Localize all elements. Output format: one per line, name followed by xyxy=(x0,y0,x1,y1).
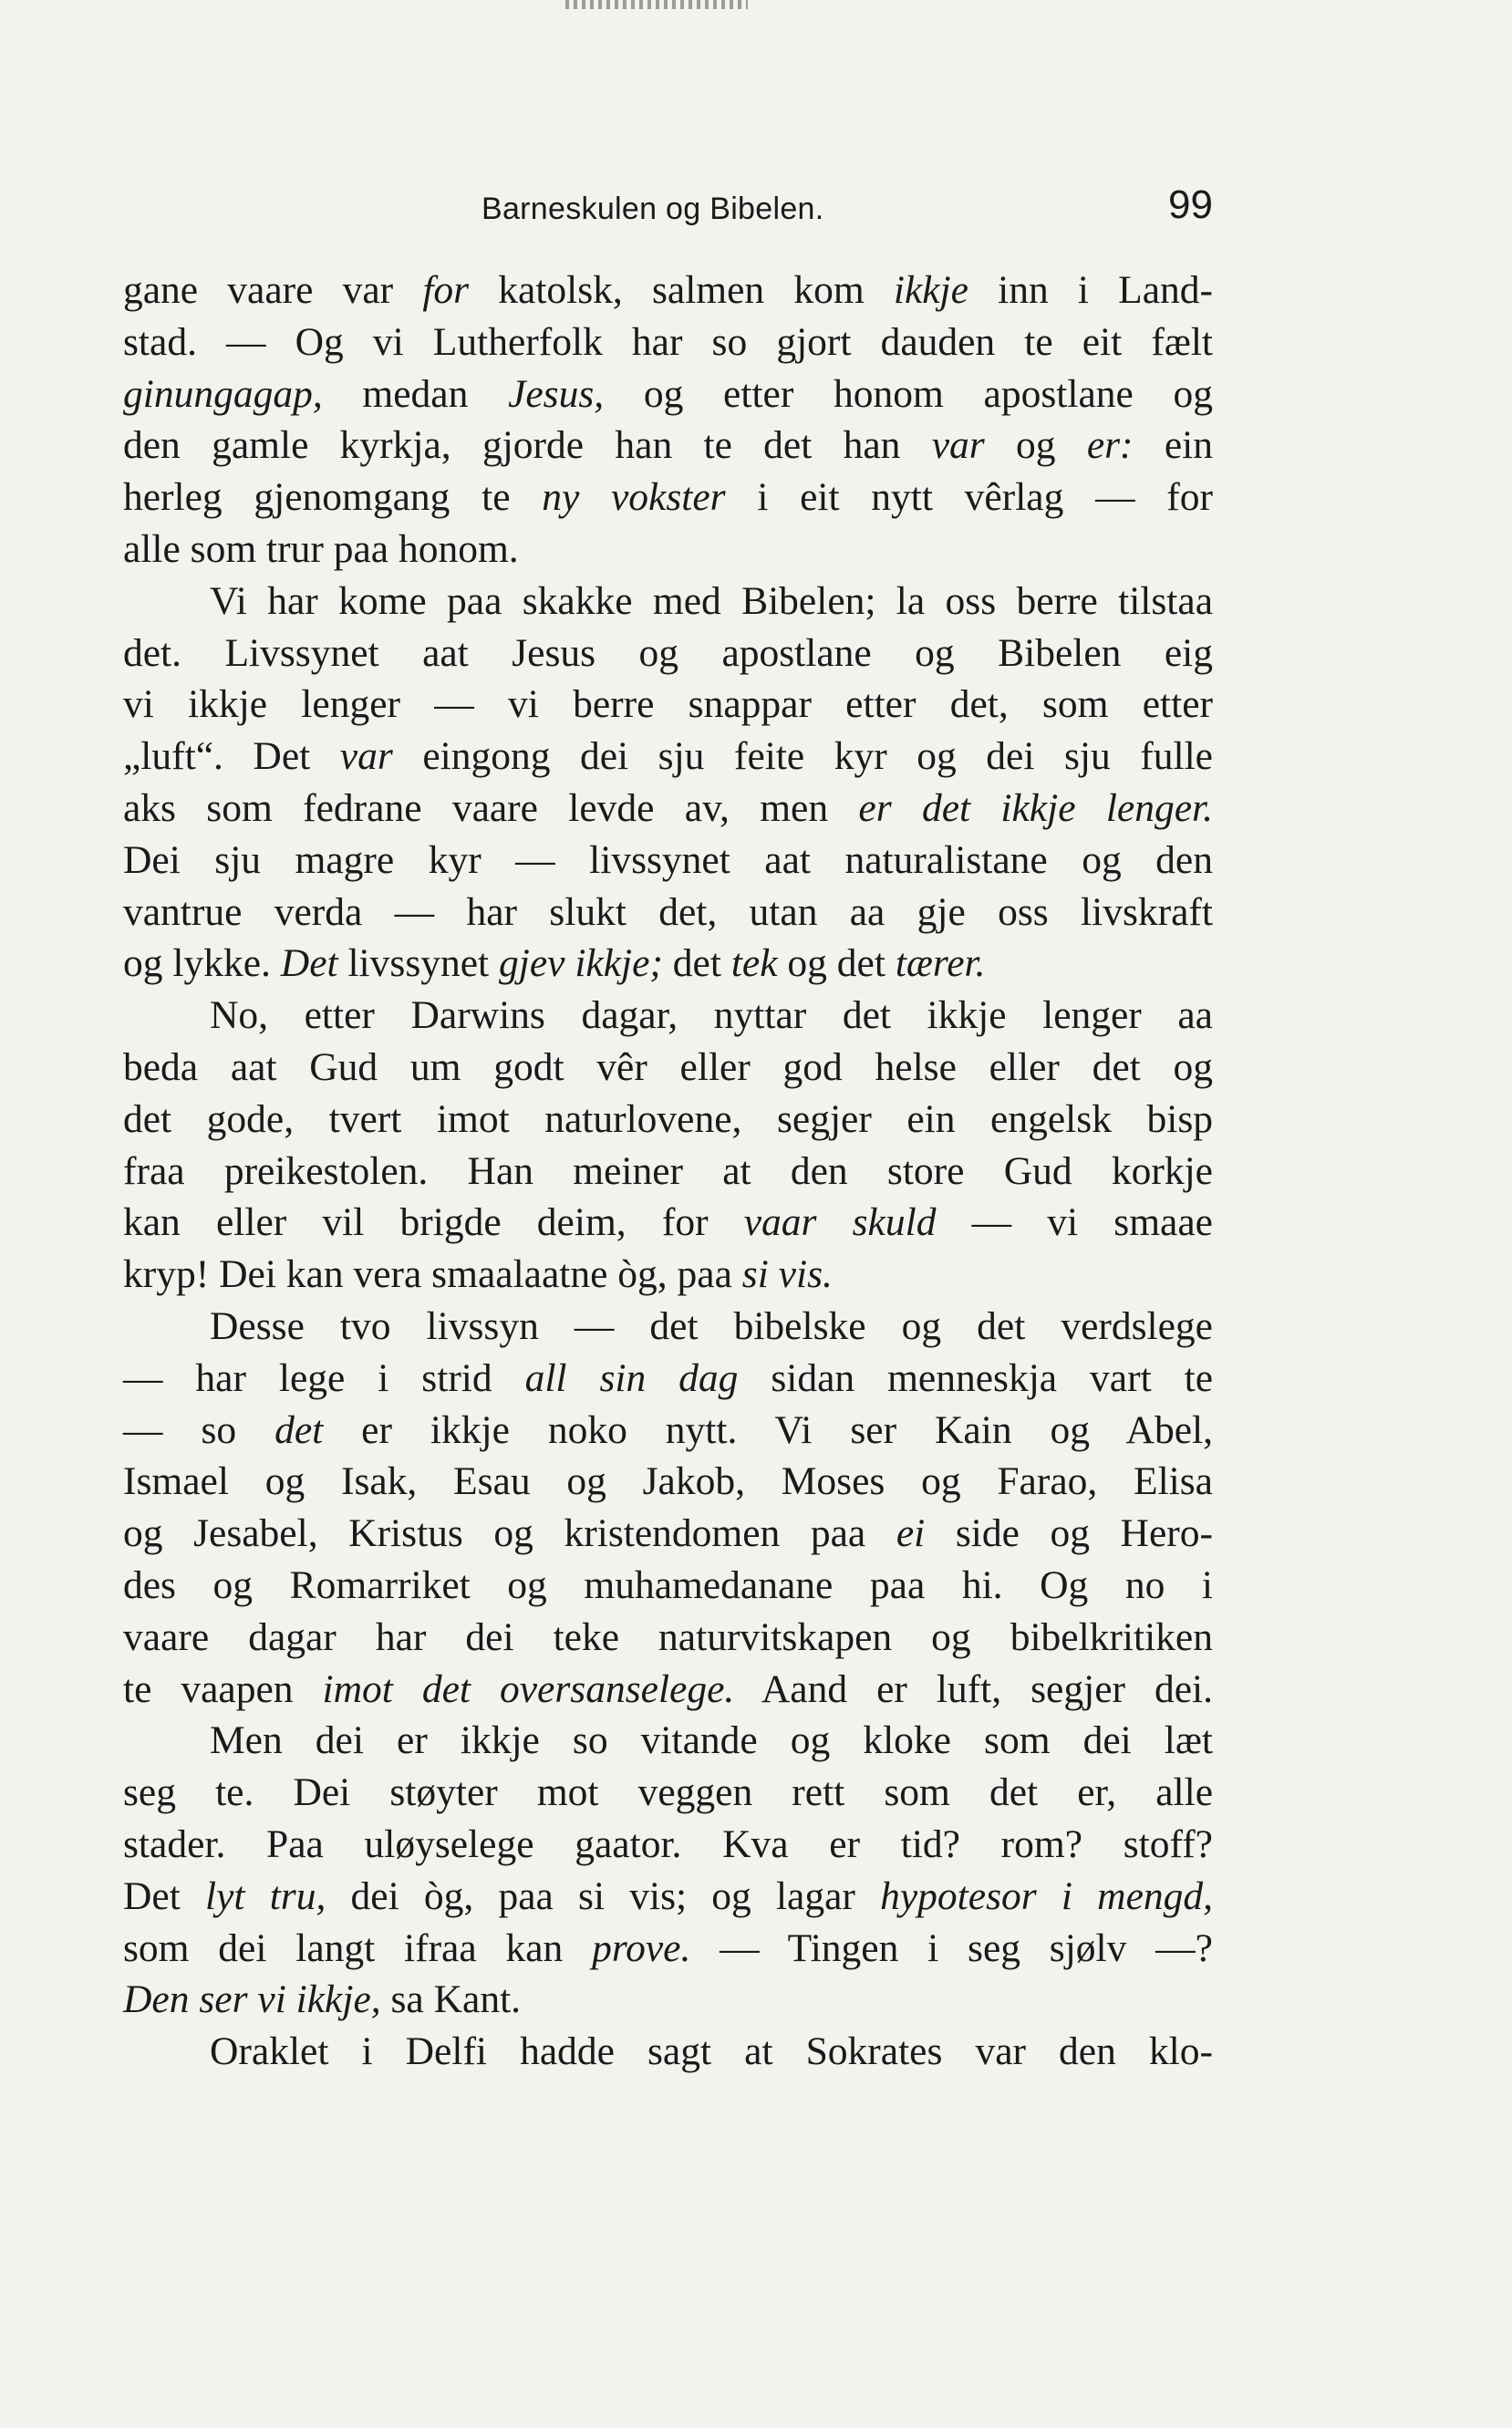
italic-text: ei xyxy=(896,1511,926,1556)
italic-text: si vis. xyxy=(741,1252,833,1297)
text-segment: og det xyxy=(777,941,896,986)
text-line xyxy=(123,1508,1213,1560)
text-line xyxy=(123,1405,1213,1457)
text-segment: „luft“. Det xyxy=(123,734,340,779)
text-segment: vaare dagar har dei teke naturvitskapen og bibelkritiken xyxy=(123,1614,1213,1659)
italic-text: er: xyxy=(1086,423,1134,468)
text-segment: kryp! Dei kan vera smaalaatne òg, paa xyxy=(123,1252,742,1297)
text-segment: te vaapen xyxy=(123,1666,323,1711)
text-segment: Aand er luft, segjer dei. xyxy=(734,1666,1213,1711)
italic-text: ikkje xyxy=(893,268,968,312)
text-line xyxy=(123,368,1213,420)
italic-text: det xyxy=(274,1407,324,1452)
text-line xyxy=(123,1146,1213,1198)
text-line xyxy=(123,265,1213,316)
running-head xyxy=(123,182,1213,237)
text-line xyxy=(123,1197,1213,1249)
text-segment: side og Hero- xyxy=(925,1511,1213,1556)
text-segment: — vi smaae xyxy=(936,1200,1213,1245)
text-segment: alle som trur paa honom. xyxy=(123,526,519,571)
text-line xyxy=(123,1664,1213,1716)
page-number: 99 xyxy=(1168,182,1213,227)
italic-text: lyt tru, xyxy=(205,1873,326,1918)
text-segment: i eit nytt vêrlag — for xyxy=(725,475,1213,520)
text-line xyxy=(123,316,1213,368)
text-segment: eingong dei sju feite kyr og dei sju fulle xyxy=(392,734,1213,779)
text-line xyxy=(123,524,1213,576)
text-segment: er ikkje noko nytt. Vi ser Kain og Abel, xyxy=(323,1407,1213,1452)
text-line xyxy=(123,1871,1213,1923)
italic-text: hypotesor i mengd, xyxy=(880,1873,1214,1918)
text-segment: medan xyxy=(322,371,509,416)
text-line xyxy=(123,576,1213,628)
text-segment: vi ikkje lenger — vi berre snappar etter det, som etter xyxy=(123,682,1213,727)
text-segment: og lykke. xyxy=(123,941,281,986)
text-line xyxy=(123,1974,1213,2026)
text-segment: vantrue verda — har slukt det, utan aa gje oss livskraft xyxy=(123,889,1213,934)
italic-text: var xyxy=(931,423,985,468)
italic-text: tærer. xyxy=(895,941,986,986)
text-line xyxy=(123,1612,1213,1664)
italic-text: gjev ikkje; xyxy=(499,941,663,986)
running-title: Barneskulen og Bibelen. xyxy=(482,192,824,226)
text-segment: den gamle kyrkja, gjorde han te det han xyxy=(123,423,932,468)
text-line xyxy=(123,1249,1213,1301)
text-segment: No, etter Darwins dagar, nyttar det ikkje lenger aa xyxy=(210,993,1213,1038)
text-segment: Dei sju magre kyr — livssynet aat naturalistane og den xyxy=(123,837,1213,882)
text-line xyxy=(123,1560,1213,1612)
text-segment: des og Romarriket og muhamedanane paa hi. Og no i xyxy=(123,1562,1213,1607)
text-segment: og etter honom apostlane og xyxy=(604,371,1214,416)
text-segment: kan eller vil brigde deim, for xyxy=(123,1200,744,1245)
text-segment: ein xyxy=(1133,423,1213,468)
text-segment: Desse tvo livssyn — det bibelske og det verdslege xyxy=(210,1303,1213,1348)
text-segment: — har lege i strid xyxy=(123,1355,525,1400)
text-line xyxy=(123,1819,1213,1871)
text-segment: og xyxy=(984,423,1087,468)
text-segment: dei òg, paa si vis; og lagar xyxy=(326,1873,881,1918)
italic-text: Den ser vi ikkje, xyxy=(123,1977,381,2022)
italic-text: ginungagap, xyxy=(123,371,323,416)
text-segment: det xyxy=(662,941,731,986)
italic-text: imot det oversanselege. xyxy=(322,1666,735,1711)
text-segment: Oraklet i Delfi hadde sagt at Sokrates var den klo- xyxy=(210,2029,1213,2074)
text-segment: inn i Land- xyxy=(968,268,1213,312)
text-line xyxy=(123,783,1213,835)
text-line xyxy=(123,1353,1213,1405)
scan-edge-mark xyxy=(565,0,748,9)
text-segment: Men dei er ikkje so vitande og kloke som dei læt xyxy=(210,1718,1213,1763)
text-line xyxy=(123,1042,1213,1094)
text-segment: aks som fedrane vaare levde av, men xyxy=(123,785,859,830)
text-segment: stad. — Og vi Lutherfolk har so gjort dauden te eit fælt xyxy=(123,319,1213,364)
text-line xyxy=(123,1923,1213,1975)
italic-text: er det ikkje lenger. xyxy=(858,785,1214,830)
text-segment: katolsk, salmen kom xyxy=(469,268,894,312)
text-line xyxy=(123,731,1213,783)
italic-text: var xyxy=(339,734,393,779)
text-segment: sidan menneskja vart te xyxy=(738,1355,1214,1400)
text-segment: gane vaare var xyxy=(123,268,423,312)
text-line xyxy=(123,1715,1213,1767)
text-segment: herleg gjenomgang te xyxy=(123,475,543,520)
text-line xyxy=(123,887,1213,939)
text-line xyxy=(123,628,1213,680)
text-segment: — Tingen i seg sjølv —? xyxy=(690,1925,1213,1970)
text-segment: Det xyxy=(123,1873,206,1918)
text-line xyxy=(123,1094,1213,1146)
text-line xyxy=(123,2026,1213,2078)
text-line xyxy=(123,990,1213,1042)
text-segment: beda aat Gud um godt vêr eller god helse eller det og xyxy=(123,1044,1213,1089)
text-segment: seg te. Dei støyter mot veggen rett som det er, alle xyxy=(123,1770,1213,1815)
italic-text: tek xyxy=(730,941,778,986)
text-segment: som dei langt ifraa kan xyxy=(123,1925,593,1970)
italic-text: Jesus, xyxy=(508,371,605,416)
text-segment: det gode, tvert imot naturlovene, segjer ein engelsk bisp xyxy=(123,1096,1213,1141)
italic-text: Det xyxy=(280,941,338,986)
text-line xyxy=(123,420,1213,472)
text-line xyxy=(123,1456,1213,1508)
italic-text: all sin dag xyxy=(524,1355,739,1400)
text-segment: det. Livssynet aat Jesus og apostlane og Bibelen eig xyxy=(123,630,1213,675)
text-segment: — so xyxy=(123,1407,275,1452)
italic-text: for xyxy=(422,268,470,312)
italic-text: vaar skuld xyxy=(743,1200,937,1245)
text-segment: sa Kant. xyxy=(380,1977,522,2022)
text-segment: og Jesabel, Kristus og kristendomen paa xyxy=(123,1511,896,1556)
italic-text: prove. xyxy=(592,1925,691,1970)
text-segment: Ismael og Isak, Esau og Jakob, Moses og Farao, Elisa xyxy=(123,1459,1213,1504)
text-line xyxy=(123,1301,1213,1353)
text-segment: livssynet xyxy=(337,941,500,986)
text-line xyxy=(123,472,1213,524)
text-line xyxy=(123,1767,1213,1819)
text-line xyxy=(123,679,1213,731)
text-segment: fraa preikestolen. Han meiner at den store Gud korkje xyxy=(123,1148,1213,1193)
text-line xyxy=(123,938,1213,990)
text-line xyxy=(123,835,1213,887)
text-segment: stader. Paa uløyselege gaator. Kva er tid? rom? stoff? xyxy=(123,1821,1213,1866)
italic-text: ny vokster xyxy=(542,475,726,520)
body-text xyxy=(123,265,1213,2078)
text-segment: Vi har kome paa skakke med Bibelen; la oss berre tilstaa xyxy=(210,578,1213,623)
